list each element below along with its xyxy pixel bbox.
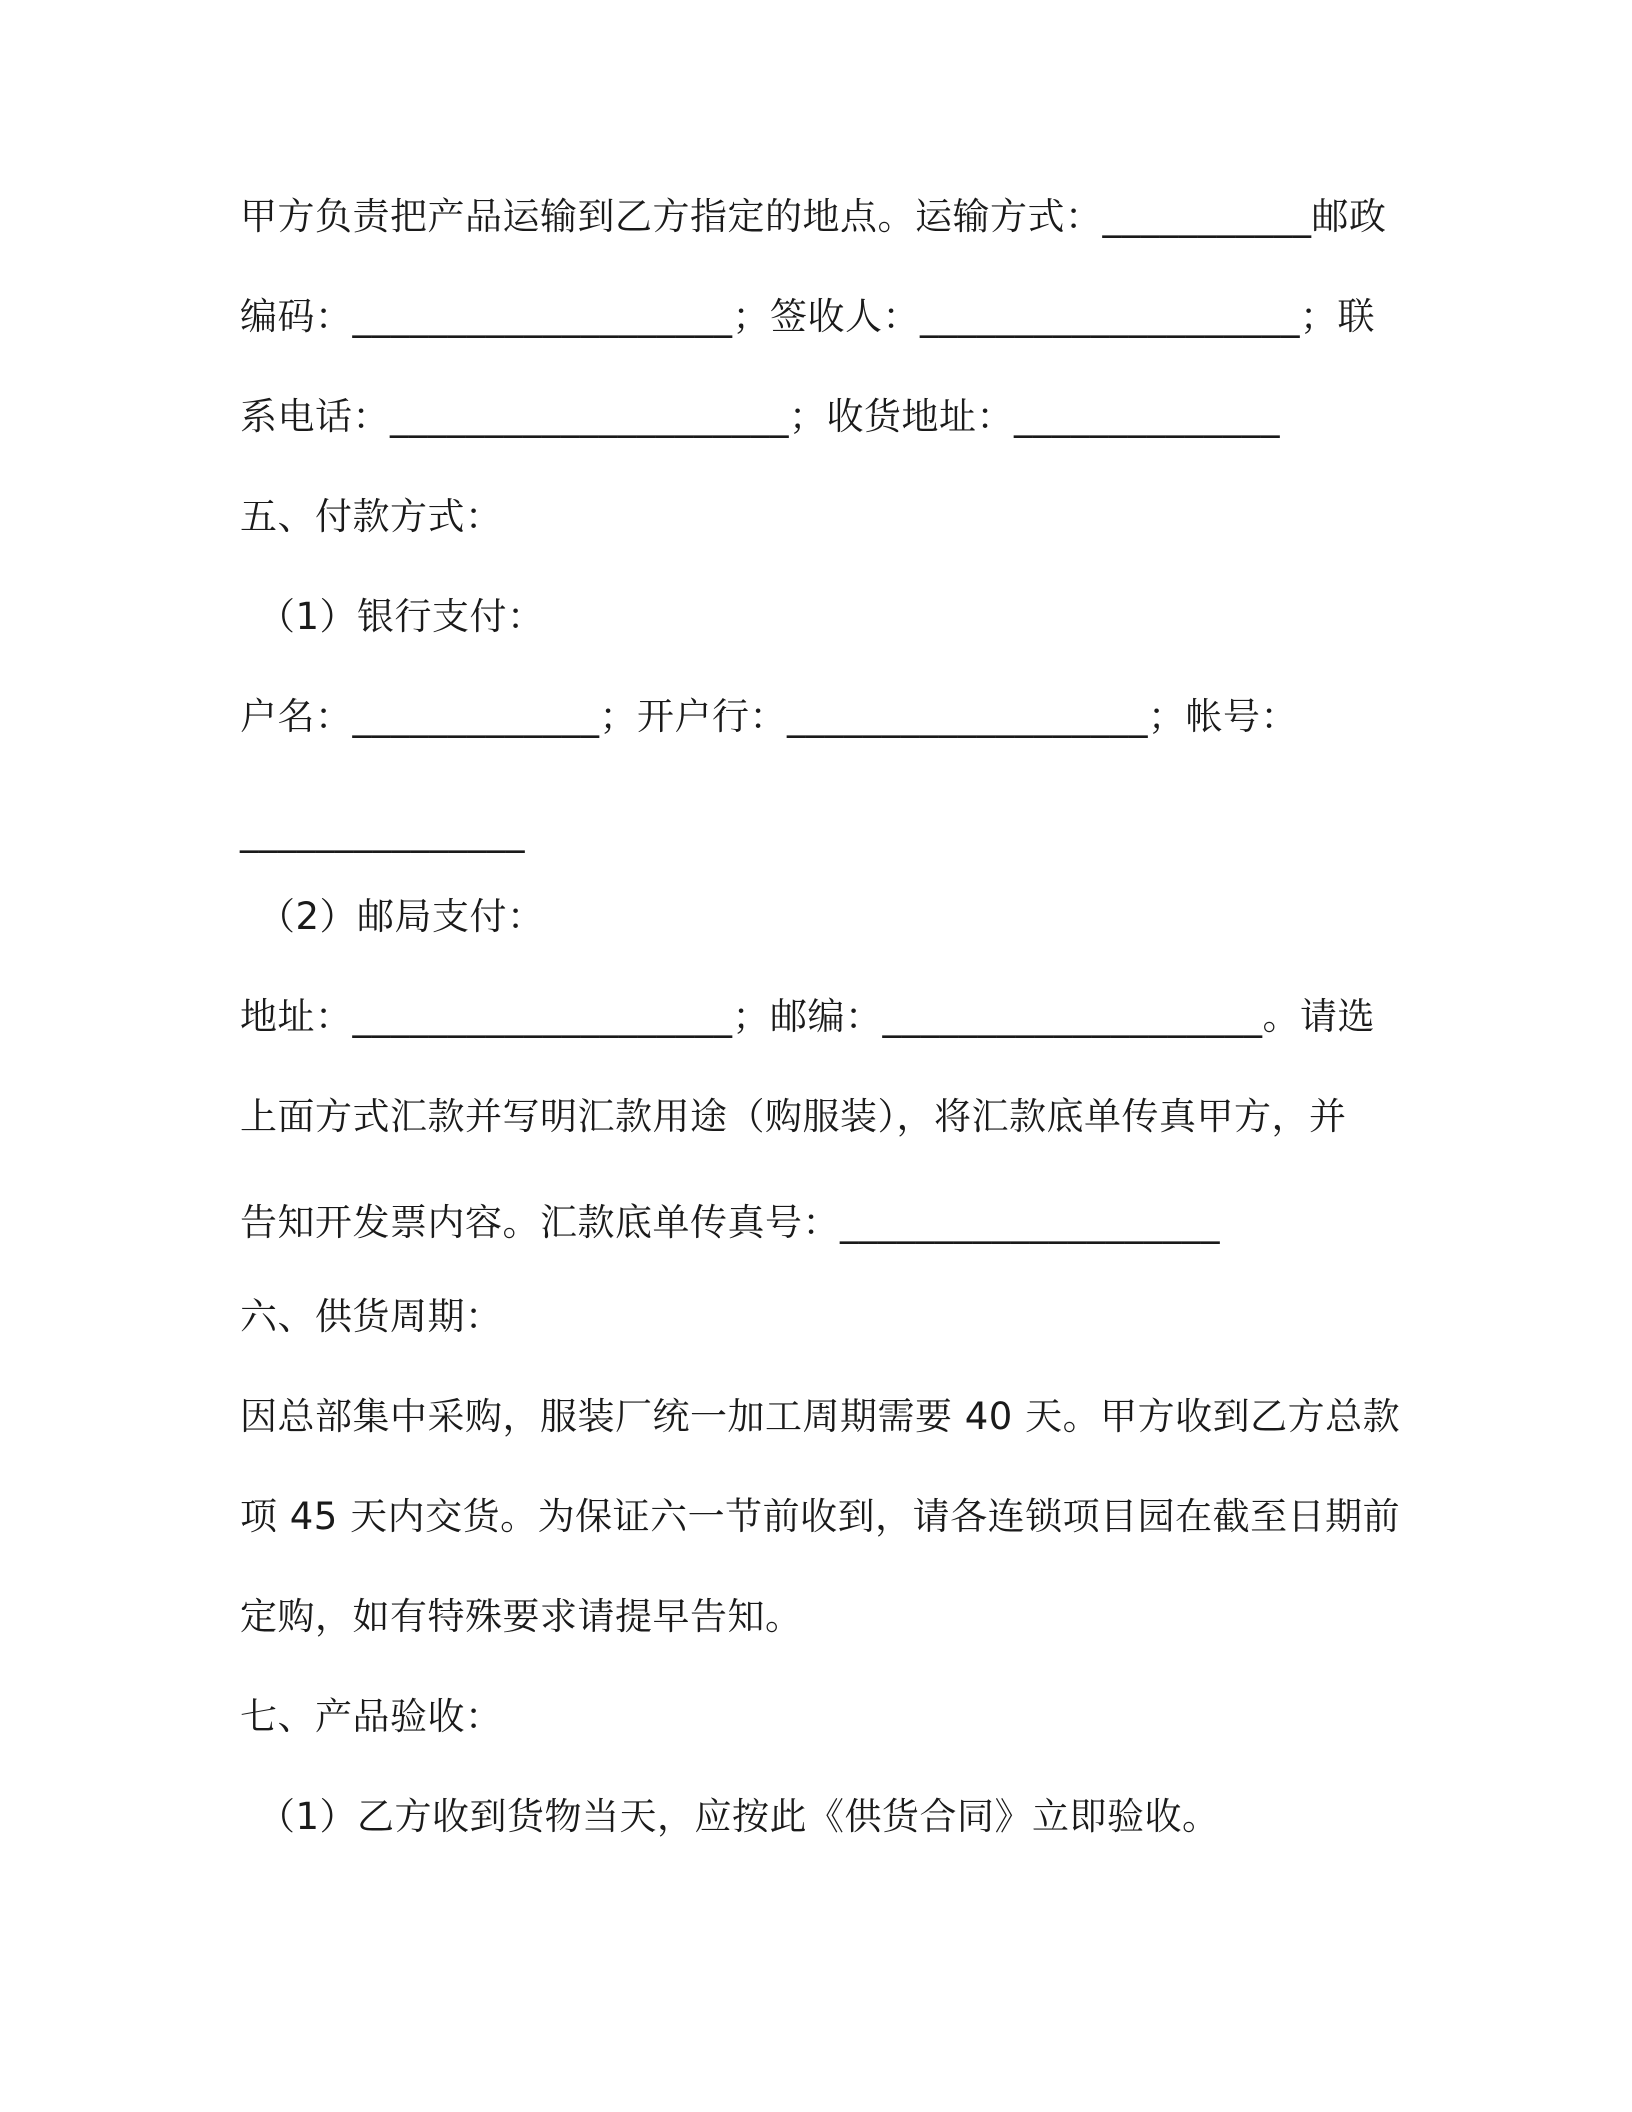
section-heading-acceptance: 七、产品验收： xyxy=(240,1695,503,1738)
paragraph-line-postcode: 编码：____________________；签收人：____________________；联 xyxy=(240,295,1375,338)
section-heading-supply-cycle: 六、供货周期： xyxy=(240,1295,503,1338)
paragraph-line-cycle-3: 定购，如有特殊要求请提早告知。 xyxy=(240,1595,803,1638)
paragraph-line-transport: 甲方负责把产品运输到乙方指定的地点。运输方式：___________邮政 xyxy=(240,195,1387,238)
paragraph-line-phone-address: 系电话：_____________________；收货地址：______________ xyxy=(240,395,1280,438)
paragraph-line-post-address: 地址：____________________；邮编：____________________。请选 xyxy=(240,995,1375,1038)
paragraph-line-remittance: 上面方式汇款并写明汇款用途（购服装），将汇款底单传真甲方，并 xyxy=(240,1095,1347,1138)
subheading-post-payment: （2）邮局支付： xyxy=(258,895,545,938)
paragraph-line-cycle-1: 因总部集中采购，服装厂统一加工周期需要 40 天。甲方收到乙方总款 xyxy=(240,1395,1401,1438)
section-heading-payment: 五、付款方式： xyxy=(240,495,503,538)
paragraph-line-account-blank: _______________ xyxy=(240,810,525,853)
paragraph-line-cycle-2: 项 45 天内交货。为保证六一节前收到，请各连锁项目园在截至日期前 xyxy=(240,1495,1401,1538)
subheading-bank-payment: （1）银行支付： xyxy=(258,595,545,638)
paragraph-line-bank-account: 户名：_____________；开户行：___________________；帐号： xyxy=(240,695,1298,738)
paragraph-line-acceptance-1: （1）乙方收到货物当天，应按此《供货合同》立即验收。 xyxy=(258,1795,1220,1838)
paragraph-line-fax: 告知开发票内容。汇款底单传真号：____________________ xyxy=(240,1201,1220,1244)
